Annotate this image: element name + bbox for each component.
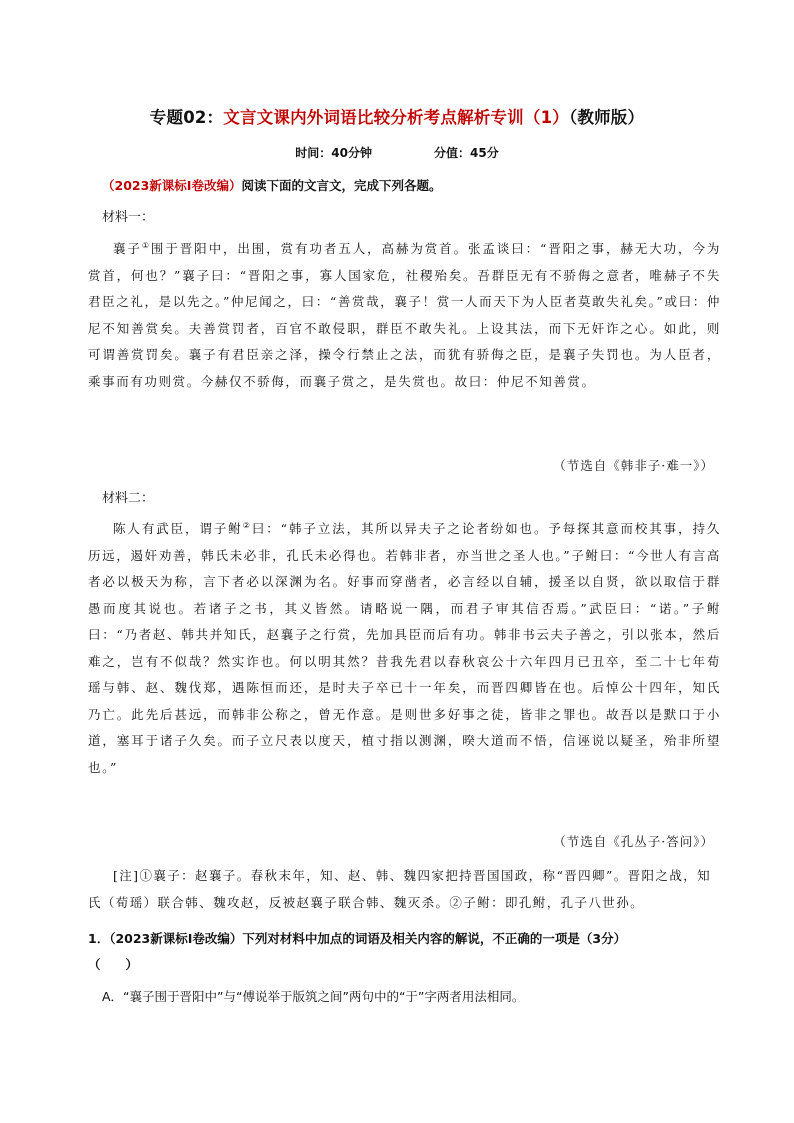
- option-a: A．“襄子围于晋阳中”与“傅说举于版筑之间”两句中的“于”字两者用法相同。: [102, 989, 525, 1004]
- score-value: 分值：45分: [434, 146, 499, 160]
- note-mark-1: ①: [141, 241, 151, 250]
- question-source-tag: （2023新课标Ⅰ卷改编）: [109, 931, 243, 946]
- intro-text: 阅读下面的文言文，完成下列各题。: [241, 178, 442, 193]
- material2-text-body: 曰：“韩子立法，其所以异夫子之论者纷如也。予每探其意而校其事，持久历远，遏奸劝善，韩氏未必非，孔氏未必得也。若韩非者，亦当世之圣人也。”子鲋曰：“今世人有言高者必以极天为称，言下者必以深渊为名。好事而穿凿者，必言经以自辅，援圣以自贤，欲以取信于群愚而度其说也。若诸子之书，其义皆然。请略说一隅，而君子审其信否焉。”武臣曰：“诺。”子鲋曰：“乃者赵、韩共并知氏，赵襄子之行赏，先加具臣而后有功。韩非书云夫子善之，引以张本，然后难之，岂有不似哉？然实诈也。何以明其然？昔我先君以春秋哀公十六年四月已丑卒，至二十七年荀瑶与韩、赵、魏伐郑，遇陈恒而还，是时夫子卒已十一年矣，而晋四卿皆在也。后悼公十四年，知氏乃亡。此先后甚远，而韩非公称之，曾无作意。是则世多好事之徒，皆非之罪也。故吾以是默口于小道，塞耳于诸子久矣。而子立尺表以度天，植寸指以测渊，暌大道而不悟，信诬说以疑圣，殆非所望也。”: [88, 521, 721, 775]
- material1-text-start: 襄子: [113, 241, 142, 257]
- title-suffix: （教师版）: [568, 108, 645, 127]
- material1-label: 材料一：: [102, 210, 155, 225]
- material2-text-start: 陈人有武臣，谓子鲋: [113, 521, 243, 537]
- note-mark-2: ②: [242, 521, 252, 530]
- material1-source: （节选自《韩非子·难一》）: [553, 458, 714, 473]
- material1-text-body: 围于晋阳中，出围，赏有功者五人，高赫为赏首。张孟谈曰：“晋阳之事，赫无大功，今为赏首，何也？”襄子曰：“晋阳之事，寡人国家危，社稷殆矣。吾群臣无有不骄侮之意者，唯赫子不失君臣之礼，是以先之。”仲尼闻之，曰：“善赏哉，襄子！赏一人而天下为人臣者莫敢失礼矣。”或曰：仲尼不知善赏矣。夫善赏罚者，百官不敢侵职，群臣不敢失礼。上设其法，而下无奸诈之心。如此，则可谓善赏罚矣。襄子有君臣亲之泽，操令行禁止之法，而犹有骄侮之臣，是襄子失罚也。为人臣者，乘事而有功则赏。今赫仅不骄侮，而襄子赏之，是失赏也。故曰：仲尼不知善赏。: [88, 241, 721, 389]
- title-main: 文言文课内外词语比较分析考点解析专训（1）: [223, 108, 569, 127]
- material2-text: [88, 513, 721, 781]
- exam-meta: [0, 144, 794, 161]
- material1-text: [88, 233, 721, 395]
- reading-intro: [102, 176, 722, 194]
- answer-blank: （ ）: [88, 957, 139, 972]
- material2-source: （节选自《孔丛子·答问》）: [553, 834, 714, 849]
- question-text: 下列对材料中加点的词语及相关内容的解说，不正确的一项是（3分）: [242, 931, 627, 946]
- title-prefix: 专题02：: [149, 108, 224, 127]
- annotation-notes: [注]①襄子：赵襄子。春秋末年，知、赵、韩、魏四家把持晋国国政，称“晋四卿”。晋阳之战，知氏（荀瑶）联合韩、魏攻赵，反被赵襄子联合韩、魏灭杀。②子鲋：即孔鲋，孔子八世孙。: [88, 868, 712, 910]
- question-1: [88, 926, 728, 978]
- question-number: 1．: [88, 931, 110, 946]
- time-limit: 时间：40分钟: [295, 146, 372, 160]
- page-title: [0, 104, 794, 128]
- material2-label: 材料二：: [102, 491, 155, 506]
- intro-source-tag: （2023新课标Ⅰ卷改编）: [102, 178, 242, 193]
